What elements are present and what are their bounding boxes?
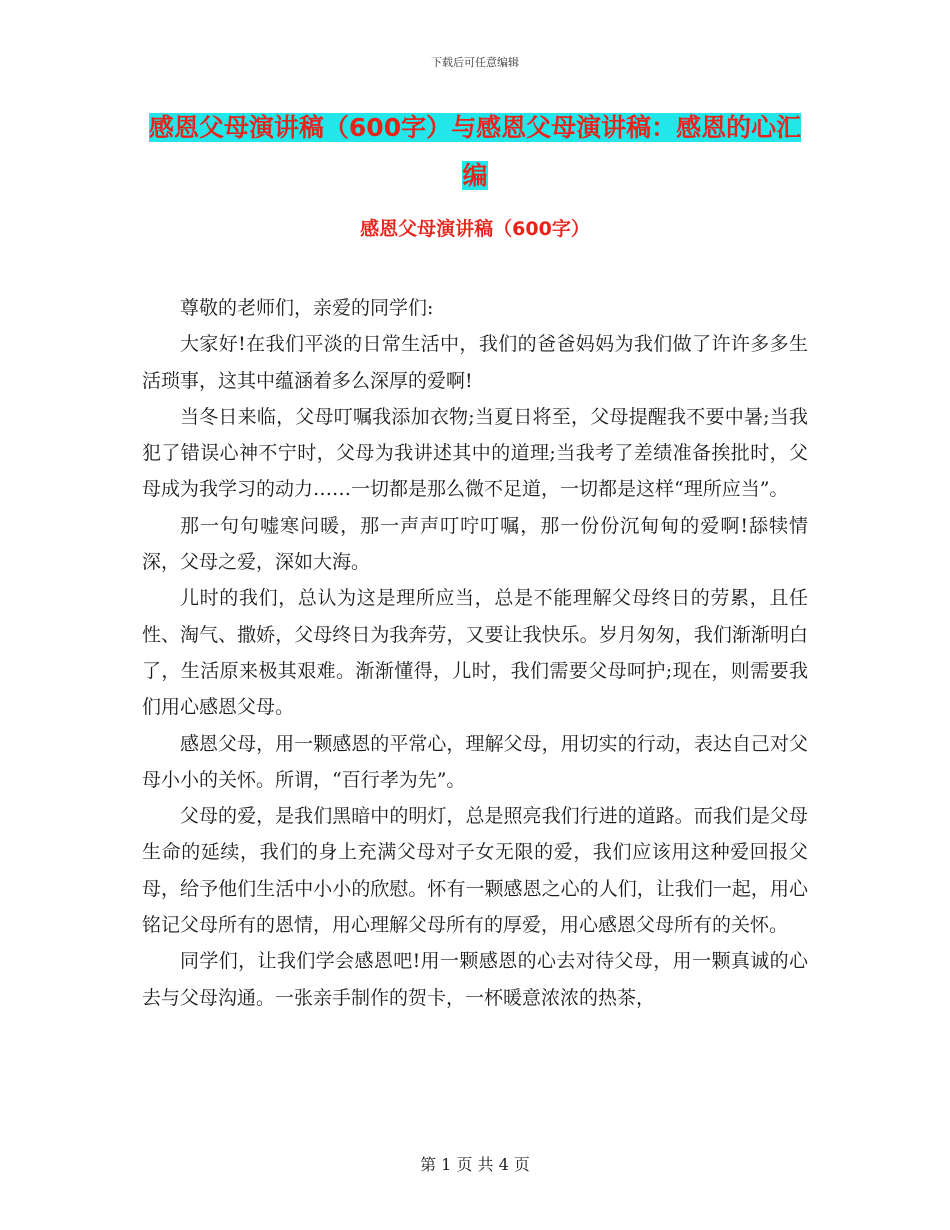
paragraph: 大家好!在我们平淡的日常生活中，我们的爸爸妈妈为我们做了许许多多生活琐事，这其中蕴涵着多么深厚的爱啊! xyxy=(142,333,808,392)
document-title xyxy=(140,104,810,200)
paragraph: 那一句句嘘寒问暖，那一声声叮咛叮嘱，那一份份沉甸甸的爱啊!舔犊情深，父母之爱，深如大海。 xyxy=(142,514,808,574)
paragraph: 尊敬的老师们，亲爱的同学们: xyxy=(180,297,434,319)
header-note: 下载后可任意编辑 xyxy=(431,56,519,69)
paragraph: 当冬日来临，父母叮嘱我添加衣物;当夏日将至，父母提醒我不要中暑;当我犯了错误心神不宁时，父母为我讲述其中的道理;当我考了差绩准备挨批时，父母成为我学习的动力……一切都是那么微不足道，一切都是这样“理所应当”。 xyxy=(142,405,808,501)
document-title-text: 感恩父母演讲稿（600字）与感恩父母演讲稿：感恩的心汇编 xyxy=(148,113,802,190)
paragraph: 同学们，让我们学会感恩吧!用一颗感恩的心去对待父母，用一颗真诚的心去与父母沟通。一张亲手制作的贺卡，一杯暖意浓浓的热茶， xyxy=(142,950,808,1009)
body-text xyxy=(142,290,808,1016)
section-title: 感恩父母演讲稿（600字） xyxy=(360,218,590,240)
paragraph: 父母的爱，是我们黑暗中的明灯，总是照亮我们行进的道路。而我们是父母生命的延续，我们的身上充满父母对子女无限的爱，我们应该用这种爱回报父母，给予他们生活中小小的欣慰。怀有一颗感恩之心的人们，让我们一起，用心铭记父母所有的恩情，用心理解父母所有的厚爱，用心感恩父母所有的关怀。 xyxy=(142,805,808,937)
paragraph: 感恩父母，用一颗感恩的平常心，理解父母，用切实的行动，表达自己对父母小小的关怀。所谓，“百行孝为先”。 xyxy=(142,732,808,791)
paragraph: 儿时的我们，总认为这是理所应当，总是不能理解父母终日的劳累，且任性、淘气、撒娇，父母终日为我奔劳，又要让我快乐。岁月匆匆，我们渐渐明白了，生活原来极其艰难。渐渐懂得，儿时，我们需要父母呵护;现在，则需要我们用心感恩父母。 xyxy=(142,587,808,719)
page-footer: 第 1 页 共 4 页 xyxy=(420,1155,530,1174)
